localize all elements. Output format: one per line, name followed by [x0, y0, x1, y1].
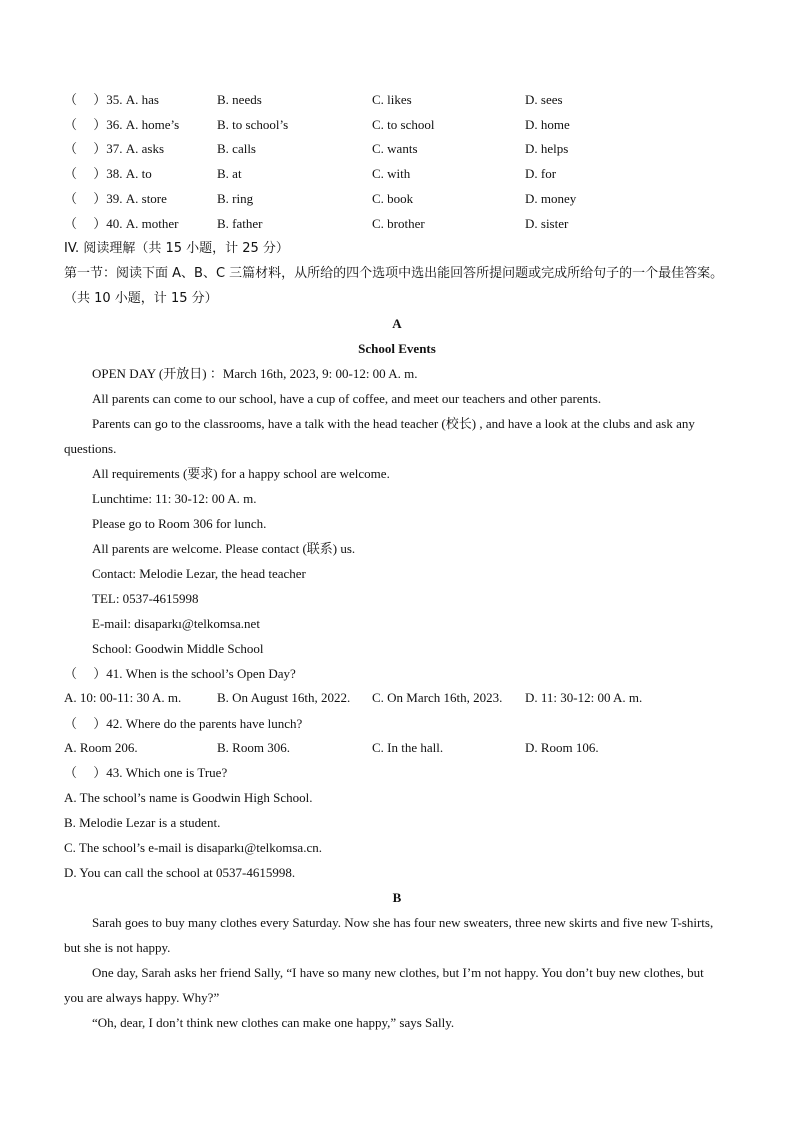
email-line: E-mail: disaparkı@telkomsa.net — [92, 616, 260, 631]
question-stem: （ ）40. A. mother — [64, 216, 179, 231]
option-b: B. at — [217, 166, 242, 181]
option-c: C. wants — [372, 141, 418, 156]
passage-title: School Events — [358, 341, 436, 356]
option-c: C. In the hall. — [372, 740, 444, 755]
option-c: C. On March 16th, 2023. — [372, 690, 503, 705]
school-line: School: Goodwin Middle School — [92, 641, 264, 656]
passage-paragraph: All requirements (要求) for a happy school are welcome. — [92, 466, 390, 481]
option-c: C. with — [372, 166, 411, 181]
question-42-options — [64, 740, 744, 756]
question-41-options — [64, 690, 744, 706]
option-c: C. The school’s e-mail is disaparkı@telkomsa.cn. — [64, 840, 322, 855]
option-b: B. Room 306. — [217, 740, 290, 755]
passage-paragraph: All parents can come to our school, have a cup of coffee, and meet our teachers and other parents. — [92, 391, 602, 406]
question-stem: （ ）36. A. home’s — [64, 117, 180, 132]
question-stem: （ ）38. A. to — [64, 166, 152, 181]
open-day-line: OPEN DAY (开放日) ：March 16th, 2023, 9: 00-12: 00 A. m. — [92, 366, 418, 381]
contact-line: Contact: Melodie Lezar, the head teacher — [92, 566, 306, 581]
option-a: A. The school’s name is Goodwin High School. — [64, 790, 313, 805]
option-a: A. Room 206. — [64, 740, 138, 755]
question-row-38 — [64, 166, 744, 182]
question-row-35 — [64, 92, 744, 108]
option-c: C. to school — [372, 117, 435, 132]
option-d: D. You can call the school at 0537-4615998. — [64, 865, 296, 880]
option-c: C. brother — [372, 216, 425, 231]
question-43-stem: （ ）43. Which one is True? — [64, 765, 228, 780]
question-stem: （ ）35. A. has — [64, 92, 159, 107]
option-b: B. needs — [217, 92, 262, 107]
option-d: D. 11: 30-12: 00 A. m. — [525, 690, 643, 705]
section-heading: IV. 阅读理解（共 15 小题，计 25 分） — [64, 241, 289, 256]
question-row-39 — [64, 191, 744, 207]
passage-letter-b: B — [392, 890, 402, 905]
option-a: A. 10: 00-11: 30 A. m. — [64, 690, 182, 705]
passage-paragraph: Sarah goes to buy many clothes every Saturday. Now she has four new sweaters, three new skirts and five new T-shirts, but she is not happy. — [64, 915, 714, 955]
option-d: D. money — [525, 191, 577, 206]
option-b: B. ring — [217, 191, 254, 206]
option-b: B. calls — [217, 141, 256, 156]
passage-letter-a: A — [392, 316, 402, 331]
question-stem: （ ）39. A. store — [64, 191, 167, 206]
option-c: C. book — [372, 191, 414, 206]
question-42-stem: （ ）42. Where do the parents have lunch? — [64, 716, 303, 731]
question-row-36 — [64, 117, 744, 133]
question-row-37 — [64, 141, 744, 157]
option-d: D. sees — [525, 92, 563, 107]
tel-line: TEL: 0537-4615998 — [92, 591, 199, 606]
option-b: B. On August 16th, 2022. — [217, 690, 351, 705]
option-b: B. Melodie Lezar is a student. — [64, 815, 221, 830]
lunch-room-line: Please go to Room 306 for lunch. — [92, 516, 267, 531]
lunchtime-line: Lunchtime: 11: 30-12: 00 A. m. — [92, 491, 257, 506]
question-41-stem: （ ）41. When is the school’s Open Day? — [64, 666, 296, 681]
option-d: D. sister — [525, 216, 569, 231]
passage-paragraph: Parents can go to the classrooms, have a talk with the head teacher (校长) , and have a look at the clubs and ask any questions. — [64, 416, 695, 456]
option-d: D. helps — [525, 141, 569, 156]
contact-note: All parents are welcome. Please contact (联系) us. — [92, 541, 356, 556]
option-d: D. home — [525, 117, 570, 132]
option-c: C. likes — [372, 92, 412, 107]
question-row-40 — [64, 216, 744, 232]
passage-paragraph: One day, Sarah asks her friend Sally, “I have so many new clothes, but I’m not happy. You don’t buy new clothes, but you are always happy. Why?” — [64, 965, 704, 1005]
option-b: B. father — [217, 216, 263, 231]
passage-paragraph: “Oh, dear, I don’t think new clothes can make one happy,” says Sally. — [92, 1015, 455, 1030]
option-d: D. Room 106. — [525, 740, 599, 755]
option-d: D. for — [525, 166, 557, 181]
option-b: B. to school’s — [217, 117, 289, 132]
question-stem: （ ）37. A. asks — [64, 141, 165, 156]
section-instructions: 第一节：阅读下面 A、B、C 三篇材料，从所给的四个选项中选出能回答所提问题或完成所给句子的一个最佳答案。（共 10 小题，计 15 分） — [64, 266, 724, 306]
